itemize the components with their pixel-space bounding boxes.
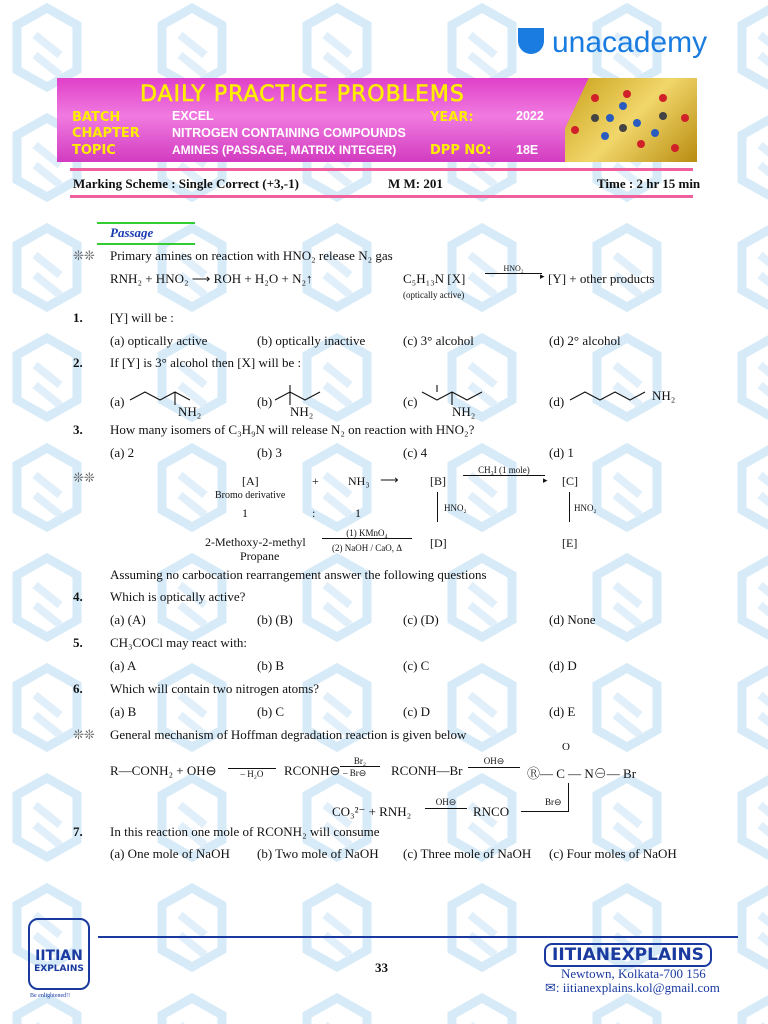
compound-a-note: Bromo derivative	[215, 490, 286, 501]
question-number: 4.	[73, 589, 83, 604]
equation-right: [Y] + other products	[548, 271, 655, 286]
answer-option[interactable]: (c) (D)	[403, 612, 439, 627]
question-number: 5.	[73, 635, 83, 650]
stars-icon: ❊❊	[73, 727, 95, 742]
footer-divider	[98, 936, 738, 938]
question-text: Which will contain two nitrogen atoms?	[110, 681, 320, 696]
reagent: Br₂	[340, 756, 380, 767]
answer-option[interactable]: (c) 4	[403, 445, 428, 460]
time-limit: Time : 2 hr 15 min	[597, 176, 701, 191]
logo-tag: Be enlightened!!	[30, 993, 71, 999]
dpp-title: DAILY PRACTICE PROBLEMS	[140, 82, 465, 107]
logo-text: EXPLAINS	[34, 964, 84, 974]
reaction-step: CO₃²⁻ + RNH₂	[332, 804, 412, 819]
question-text: If [Y] is 3° alcohol then [X] will be :	[110, 355, 302, 370]
amine-group: NH₂	[178, 404, 202, 419]
product: Propane	[240, 549, 280, 563]
footer-address: Newtown, Kolkata-700 156	[561, 966, 706, 981]
answer-option[interactable]: (a)	[110, 394, 125, 409]
reagent: (1) KMnO₄	[322, 528, 412, 539]
ratio: 1	[355, 506, 361, 520]
hoffman-intro: General mechanism of Hoffman degradation reaction is given below	[110, 727, 467, 742]
email-text: : iitianexplains.kol@gmail.com	[555, 980, 720, 995]
chapter-label: CHAPTER	[72, 126, 140, 141]
passage-intro: Primary amines on reaction with HNO₂ release N₂ gas	[110, 248, 393, 263]
footer-brand: IITIANEXPLAINS	[544, 943, 712, 967]
divider	[97, 222, 195, 224]
answer-option[interactable]: (a) (A)	[110, 612, 146, 627]
ratio: 1	[242, 506, 248, 520]
compound-a: [A]	[242, 474, 259, 488]
answer-option[interactable]: (c) 3° alcohol	[403, 333, 474, 348]
answer-option[interactable]: (c) D	[403, 704, 431, 719]
envelope-icon: ✉	[545, 980, 556, 995]
answer-option[interactable]: (a) One mole of NaOH	[110, 846, 230, 861]
passage-label: Passage	[110, 225, 154, 240]
dpp-value: 18E	[516, 143, 539, 157]
question-number: 2.	[73, 355, 83, 370]
year-value: 2022	[516, 109, 544, 123]
reagent: HNO₂	[574, 503, 597, 513]
reaction-step: RCONH⊖	[284, 763, 341, 778]
ammonia: NH₃	[348, 474, 370, 488]
divider	[97, 243, 195, 245]
compound-d: [D]	[430, 536, 447, 550]
molecule-image	[565, 78, 697, 162]
question-number: 6.	[73, 681, 83, 696]
answer-option[interactable]: (a) A	[110, 658, 137, 673]
amine-group: NH₂	[290, 404, 314, 419]
reagent: – Br⊖	[343, 768, 367, 778]
reaction-step: Ⓡ— C — N⊖— Br	[527, 766, 637, 781]
answer-option[interactable]: (c)	[403, 394, 418, 409]
stars-icon: ❊❊	[73, 470, 95, 485]
topic-value: AMINES (PASSAGE, MATRIX INTEGER)	[172, 143, 397, 157]
scheme-note: Assuming no carbocation rearrangement answer the following questions	[110, 567, 487, 582]
compound-b: [B]	[430, 474, 446, 488]
equation-left: C₅H₁₃N [X]	[403, 271, 466, 286]
amine-group: NH₂	[452, 404, 476, 419]
marking-scheme: Marking Scheme : Single Correct (+3,-1)	[73, 176, 299, 191]
answer-option[interactable]: (b) Two mole of NaOH	[257, 846, 379, 861]
reagent: (2) NaOH / CaO, Δ	[332, 543, 403, 553]
answer-option[interactable]: (b) C	[257, 704, 285, 719]
question-text: How many isomers of C₃H₉N will release N₂ on reaction with HNO₂?	[110, 422, 475, 437]
divider	[70, 195, 693, 198]
equation-reagent: HNO₂	[485, 264, 542, 274]
iitian-logo	[28, 918, 90, 990]
product: 2-Methoxy-2-methyl	[205, 535, 306, 549]
question-number: 3.	[73, 422, 83, 437]
reagent: HNO₂	[444, 503, 467, 513]
amine-group: NH₂	[652, 388, 676, 403]
reaction-step: R—CONH₂ + OH⊖	[110, 763, 217, 778]
reagent: – H₂O	[228, 768, 276, 779]
page-number: 33	[375, 960, 388, 975]
logo-text: IITIAN	[35, 948, 83, 964]
reagent: OH⊖	[468, 756, 520, 768]
q2-structures	[125, 385, 705, 420]
answer-option[interactable]: (d) 1	[549, 445, 574, 460]
answer-option[interactable]: (a) B	[110, 704, 137, 719]
answer-option[interactable]: (b) B	[257, 658, 285, 673]
answer-option[interactable]: (d) None	[549, 612, 596, 627]
answer-option[interactable]: (b) (B)	[257, 612, 293, 627]
dpp-label: DPP NO:	[430, 143, 492, 158]
answer-option[interactable]: (d) D	[549, 658, 577, 673]
compound-c: [C]	[562, 474, 578, 488]
equation-note: (optically active)	[403, 290, 465, 300]
answer-option[interactable]: (c) C	[403, 658, 430, 673]
answer-option[interactable]: (c) Four moles of NaOH	[549, 846, 677, 861]
answer-option[interactable]: (d)	[549, 394, 565, 409]
reaction-step: O	[562, 741, 570, 753]
reaction-step: RCONH—Br	[391, 763, 463, 778]
answer-option[interactable]: (b)	[257, 394, 273, 409]
plus: +	[312, 474, 319, 488]
footer-email	[545, 980, 720, 996]
answer-option[interactable]: (b) 3	[257, 445, 282, 460]
answer-option[interactable]: (a) 2	[110, 445, 135, 460]
year-label: YEAR:	[430, 110, 474, 125]
reagent: OH⊖	[425, 797, 467, 809]
question-text: [Y] will be :	[110, 310, 174, 325]
question-text: CH₃COCl may react with:	[110, 635, 248, 650]
reagent: Br⊖	[545, 797, 562, 807]
compound-e: [E]	[562, 536, 578, 550]
question-number: 7.	[73, 824, 83, 839]
question-text: In this reaction one mole of RCONH₂ will consume	[110, 824, 380, 839]
chapter-value: NITROGEN CONTAINING COMPOUNDS	[172, 126, 406, 140]
question-text: Which is optically active?	[110, 589, 246, 604]
answer-option[interactable]: (b) optically inactive	[257, 333, 366, 348]
answer-option[interactable]: (a) optically active	[110, 333, 208, 348]
ratio: :	[312, 506, 316, 520]
reaction-step: RNCO	[473, 804, 510, 819]
question-number: 1.	[73, 310, 83, 325]
topic-label: TOPIC	[72, 143, 116, 158]
answer-option[interactable]: (d) E	[549, 704, 576, 719]
equation: RNH₂ + HNO₂ ⟶ ROH + H₂O + N₂↑	[110, 271, 313, 286]
stars-icon: ❊❊	[73, 248, 95, 263]
reagent: CH₃I (1 mole)	[463, 465, 545, 476]
max-marks: M M: 201	[388, 176, 443, 191]
unacademy-logo	[518, 26, 707, 60]
answer-option[interactable]: (c) Three mole of NaOH	[403, 846, 532, 861]
answer-option[interactable]: (d) 2° alcohol	[549, 333, 621, 348]
divider	[70, 168, 693, 171]
batch-value: EXCEL	[172, 109, 214, 123]
batch-label: BATCH	[72, 110, 121, 125]
brand-name: unacademy	[552, 26, 708, 59]
